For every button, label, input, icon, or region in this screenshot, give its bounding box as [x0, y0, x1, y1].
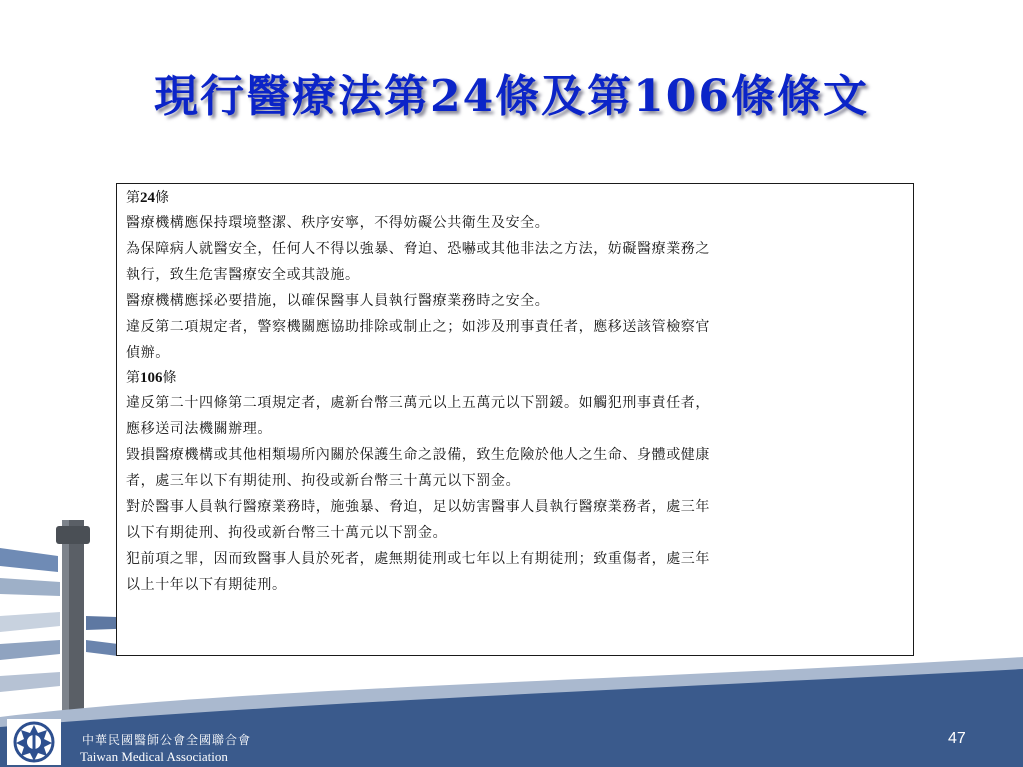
article-text-box: [116, 183, 914, 656]
article-106-heading: 第106條: [126, 370, 177, 386]
organization-name-en: Taiwan Medical Association: [80, 749, 228, 764]
article-106-line: 毀損醫療機構或其他相類場所內關於保護生命之設備，致生危險於他人之生命、身體或健康: [126, 447, 710, 463]
article-24-line: 醫療機構應保持環境整潔、秩序安寧，不得妨礙公共衛生及安全。: [126, 215, 550, 231]
article-106-line: 對於醫事人員執行醫療業務時，施強暴、脅迫，足以妨害醫事人員執行醫療業務者，處三年: [126, 499, 710, 515]
article-106-line: 應移送司法機關辦理。: [126, 421, 272, 437]
article-24-heading: 第24條: [126, 190, 169, 206]
article-106-line: 犯前項之罪，因而致醫事人員於死者，處無期徒刑或七年以上有期徒刑；致重傷者，處三年: [126, 551, 710, 567]
article-24-line: 偵辦。: [126, 345, 170, 361]
organization-name-zh: 中華民國醫師公會全國聯合會: [82, 733, 252, 747]
article-106-line: 違反第二十四條第二項規定者，處新台幣三萬元以上五萬元以下罰鍰。如觸犯刑事責任者，: [126, 395, 710, 411]
slide-title: 現行醫療法第24條及第106條條文: [153, 71, 870, 122]
article-106-line: 者，處三年以下有期徒刑、拘役或新台幣三十萬元以下罰金。: [126, 473, 521, 489]
association-logo-icon: [7, 719, 61, 765]
article-106-line: 以上十年以下有期徒刑。: [126, 577, 287, 593]
article-24-line: 執行，致生危害醫療安全或其設施。: [126, 267, 360, 283]
article-24-line: 醫療機構應採必要措施，以確保醫事人員執行醫療業務時之安全。: [126, 293, 550, 309]
article-106-line: 以下有期徒刑、拘役或新台幣三十萬元以下罰金。: [126, 525, 448, 541]
page-number: 47: [948, 730, 966, 747]
article-24-line: 違反第二項規定者，警察機關應協助排除或制止之；如涉及刑事責任者，應移送該管檢察官: [126, 319, 710, 335]
article-24-line: 為保障病人就醫安全，任何人不得以強暴、脅迫、恐嚇或其他非法之方法，妨礙醫療業務之: [126, 241, 710, 257]
